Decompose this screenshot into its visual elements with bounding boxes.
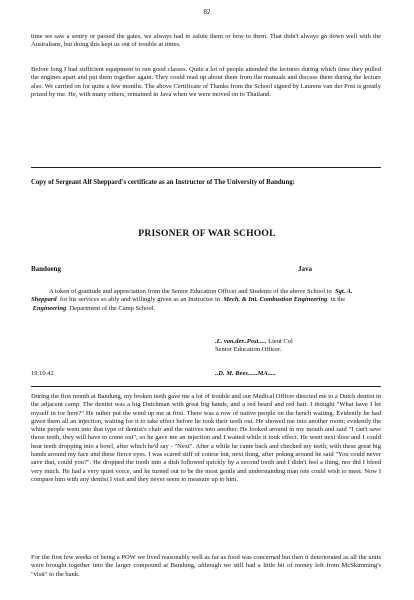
signer1-title: Senior Education Officer. bbox=[215, 346, 282, 354]
certificate-place-region: Java bbox=[298, 265, 312, 273]
signer1-rank: Lieut Col bbox=[268, 338, 293, 345]
certificate-body-part4: Department of the Camp School. bbox=[69, 304, 156, 312]
certificate-subject: Mech. & Int. Combustion Engineering bbox=[223, 296, 328, 304]
certificate-department: Engineering bbox=[32, 304, 67, 312]
signer1-name: .L. van.der..Post..... bbox=[215, 338, 267, 345]
paragraph-3: During the first month at Bandung, my broken teeth gave me a lot of trouble and our Medical Officer directed me to a Dutch dentist in the adjacent camp. The dentist was a big Dutchman with great big hands, and a red beard and red hair. I thought "What have I let myself in for here?" He rather put the wind up me at first. There was a row of native people on the bench waiting. Evidently he had given them all an injection, waiting for it to take effect before he took their teeth out. He showed me into another room; evidently the white people went into that type of dentist's chair and the natives into another. He looked around in my mouth and said "I can't save those teeth, they will have to come out", so he gave me an injection and I waited while it took effect. He went next door and I could hear teeth dropping into a bowl, after which he'd say - "Next". After a while he came back and checked my teeth, with these great big hands around my face and these fierce eyes. I was scared stiff of course but, next thing, after poking around he said "You could never save that, could you?". He dropped the tooth into a dish followed quickly by a second tooth and I didn't feel a thing, nor did I bleed very much. He had a very quiet voice, and he turned out to be the most gentle and understanding man one could wish to meet. Now I compare him with any dentist I visit and they never seem to measure up to him. bbox=[31, 393, 381, 483]
certificate-title: PRISONER OF WAR SCHOOL bbox=[138, 228, 276, 239]
divider-top bbox=[31, 167, 381, 168]
certificate-heading: Copy of Sergeant Alf Sheppard's certificate as an Instructor of The University of Bandung: bbox=[31, 179, 295, 186]
paragraph-2: Before long I had sufficient equipment to run good classes. Quite a lot of people attended the lectures during which time they pulled the engines apart and put them together again. They could read up about them from the manuals and discuss them during the lecture also. We carried on for quite a few months. The above Certificate of Thanks from the School signed by Laurens van der Post is greatly prized by me. He, with many others, remained in Java when we were moved on to Thailand. bbox=[31, 66, 381, 98]
certificate-body bbox=[31, 288, 381, 313]
certificate-recipient: Sgt. A. Sheppard bbox=[31, 288, 353, 304]
certificate-date: 19.10.42 bbox=[31, 370, 54, 377]
certificate-place-city: Bandoeng bbox=[31, 265, 61, 273]
certificate-body-part1: A token of gratitude and appreciation from the Senior Education Officer and Students of the above School to bbox=[49, 288, 332, 295]
signature-block-2 bbox=[215, 370, 276, 377]
page-number: 82 bbox=[203, 8, 211, 16]
certificate-body-part3: in the bbox=[330, 296, 346, 304]
signature-block-1 bbox=[215, 338, 293, 355]
certificate-body-part2: for his services so ably and willingly given as an Instructor in bbox=[59, 296, 221, 304]
paragraph-4: For the first few weeks of being a POW we lived reasonably well as far as food was concerned but then it deteriorated as all the units were brought together into the larger compound at Bandung, although we still had a little bit of money left from McSkimming's "visit" to the bank. bbox=[31, 554, 381, 578]
paragraph-1: time we saw a sentry or passed the gates, we always had to salute them or bow to them. That didn't always go down well with the Australians, but doing this kept us out of trouble at times. bbox=[31, 33, 381, 49]
divider-bottom bbox=[31, 386, 381, 387]
signer2-name: ..D. M. Rees......MA..... bbox=[215, 370, 276, 377]
